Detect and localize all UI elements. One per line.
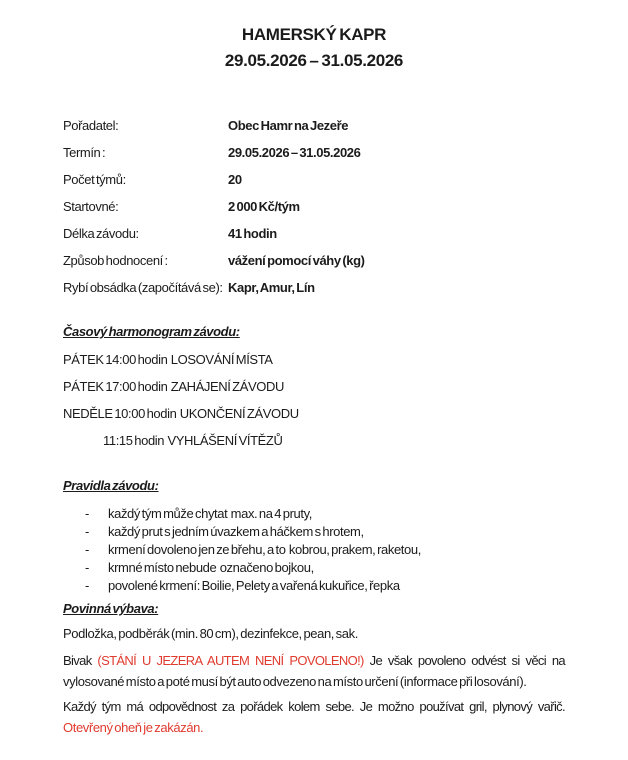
info-row [63,280,565,296]
info-label-organizer: Pořadatel: [63,118,119,133]
equipment-items-line: Podložka, podběrák (min. 80 cm), dezinfekce, pean, sak. [63,626,358,641]
info-label-date: Termín : [63,145,106,160]
bivak-after-warning: Je však povoleno odvést si věci na [363,653,566,668]
schedule-line-ceremony: 11:15 hodin VYHLÁŠENÍ VÍTĚZŮ [103,433,283,448]
bivak-warning-red-text: (STÁNÍ U JEZERA AUTEM NENÍ POVOLENO!) [97,653,364,668]
info-value-scoring: vážení pomocí váhy (kg) [228,253,365,268]
rule-item: - každý prut s jedním úvazkem a háčkem s hrotem, [63,523,565,541]
info-value-organizer: Obec Hamr na Jezeře [228,118,349,133]
equipment-heading: Povinná výbava: [63,601,159,616]
info-value-duration: 41 hodin [228,226,277,241]
bivak-paragraph [63,650,565,692]
schedule-line-end: NEDĚLE 10:00 hodin UKONČENÍ ZÁVODU [63,406,299,421]
schedule-heading: Časový harmonogram závodu: [63,324,240,339]
rules-list [63,505,565,595]
info-label-team-count: Počet týmů: [63,172,126,187]
bivak-line-1 [63,650,565,671]
rule-item: - povolené krmení: Boilie, Pelety a vařená kukuřice, řepka [63,577,565,595]
bivak-line-2: vylosované místo a poté musí být auto odvezeno na místo určení (informace při losování). [63,674,527,689]
bivak-prefix: Bivak [63,653,98,668]
info-row [63,172,565,188]
info-label-duration: Délka závodu: [63,226,139,241]
fire-ban-red-line: Otevřený oheň je zakázán. [63,720,204,735]
schedule-line-start: PÁTEK 17:00 hodin ZAHÁJENÍ ZÁVODU [63,379,284,394]
rule-item: - krmení dovoleno jen ze břehu, a to kobrou, prakem, raketou, [63,541,565,559]
tidiness-paragraph [63,696,565,738]
info-row [63,118,565,134]
info-row [63,226,565,242]
rules-heading: Pravidla závodu: [63,478,159,493]
info-row [63,145,565,161]
rule-item: - krmné místo nebude označeno bojkou, [63,559,565,577]
page-title-dates: 29.05.2026 – 31.05.2026 [224,51,404,70]
page-title: HAMERSKÝ KAPR [241,25,387,44]
info-label-entry-fee: Startovné: [63,199,119,214]
info-row [63,199,565,215]
info-value-fish-species: Kapr, Amur, Lín [228,280,315,295]
info-value-entry-fee: 2 000 Kč/tým [228,199,300,214]
info-label-fish-species: Rybí obsádka (započítává se): [63,280,223,295]
info-row [63,253,565,269]
info-value-team-count: 20 [228,172,242,187]
rule-item: - každý tým může chytat max. na 4 pruty, [63,505,565,523]
info-label-scoring: Způsob hodnocení : [63,253,168,268]
tidiness-line: Každý tým má odpovědnost za pořádek kolem sebe. Je možno používat gril, plynový vařič. [63,699,565,714]
info-value-date: 29.05.2026 – 31.05.2026 [228,145,361,160]
schedule-line-draw: PÁTEK 14:00 hodin LOSOVÁNÍ MÍSTA [63,352,273,367]
